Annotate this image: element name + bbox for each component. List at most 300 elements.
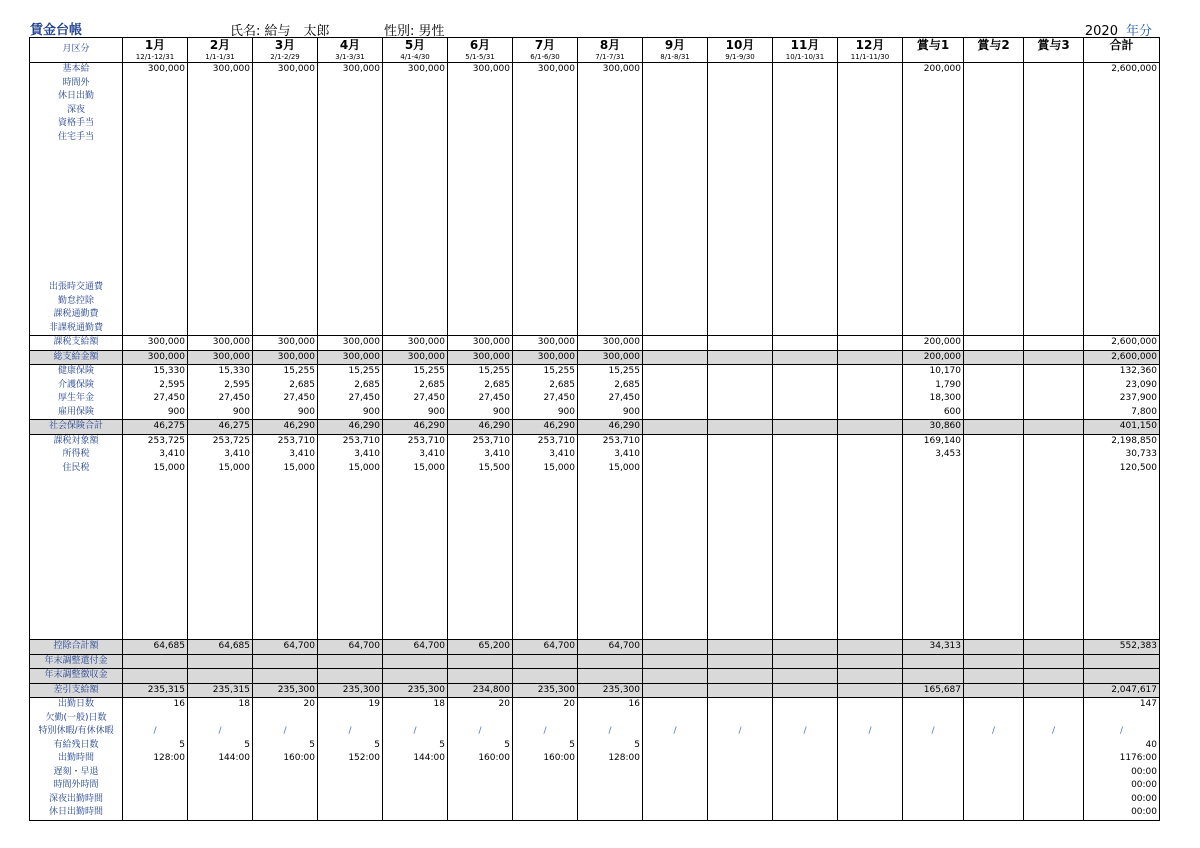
table-cell: 7,800 [1084, 406, 1160, 420]
table-cell: 253,710 [383, 434, 448, 448]
table-cell: 235,300 [578, 683, 643, 698]
table-cell [123, 131, 188, 145]
table-cell: 300,000 [123, 350, 188, 365]
table-cell: 253,710 [253, 434, 318, 448]
table-cell: 253,710 [578, 434, 643, 448]
table-cell [1024, 281, 1084, 295]
table-cell [188, 654, 253, 669]
table-cell: 10,170 [903, 365, 964, 379]
table-cell [253, 90, 318, 104]
table-cell [903, 462, 964, 476]
table-cell: 20 [253, 698, 318, 712]
table-cell: 16 [578, 698, 643, 712]
table-cell [773, 406, 838, 420]
table-cell [188, 308, 253, 322]
table-cell [1024, 117, 1084, 131]
table-row [30, 104, 1160, 118]
column-period: 6/1-6/30 [530, 53, 560, 61]
table-cell [964, 766, 1024, 780]
column-header [253, 38, 318, 63]
table-cell [964, 698, 1024, 712]
table-cell [383, 793, 448, 807]
table-cell [643, 752, 708, 766]
ledger-title: 賃金台帳 [30, 23, 83, 38]
table-cell [123, 295, 188, 309]
table-cell [318, 766, 383, 780]
table-cell: 900 [253, 406, 318, 420]
table-cell: 46,290 [253, 420, 318, 435]
table-row [30, 77, 1160, 91]
table-cell [318, 779, 383, 793]
column-period: 7/1-7/31 [595, 53, 625, 61]
table-cell [903, 806, 964, 820]
table-cell: 235,300 [318, 683, 383, 698]
table-cell: 900 [123, 406, 188, 420]
table-cell [1024, 406, 1084, 420]
table-cell [903, 712, 964, 726]
table-cell [1024, 654, 1084, 669]
table-row [30, 117, 1160, 131]
table-cell [448, 793, 513, 807]
table-cell [773, 90, 838, 104]
column-label: 1月 [144, 38, 166, 52]
table-cell: 300,000 [318, 350, 383, 365]
table-cell [708, 712, 773, 726]
table-cell [773, 295, 838, 309]
table-cell [188, 322, 253, 336]
header-row [30, 38, 1160, 63]
table-cell: 253,725 [188, 434, 253, 448]
table-cell [773, 669, 838, 684]
table-row [30, 281, 1160, 295]
table-cell: 16 [123, 698, 188, 712]
table-cell [838, 683, 903, 698]
table-cell: 300,000 [253, 63, 318, 77]
table-cell [964, 462, 1024, 476]
table-row [30, 336, 1160, 351]
table-row [30, 779, 1160, 793]
table-cell: 300,000 [513, 63, 578, 77]
table-cell: 234,800 [448, 683, 513, 698]
table-row [30, 63, 1160, 77]
table-cell [838, 462, 903, 476]
column-header [188, 38, 253, 63]
table-cell [1084, 295, 1160, 309]
table-cell [1024, 308, 1084, 322]
table-cell [643, 779, 708, 793]
table-cell [903, 322, 964, 336]
table-cell [123, 117, 188, 131]
table-cell [513, 117, 578, 131]
table-cell [448, 322, 513, 336]
table-cell [838, 739, 903, 753]
blank-cell [188, 144, 253, 281]
table-cell: 300,000 [383, 336, 448, 351]
table-cell [1024, 295, 1084, 309]
table-cell [643, 322, 708, 336]
table-cell: 34,313 [903, 640, 964, 655]
table-cell: 18 [188, 698, 253, 712]
table-cell [903, 739, 964, 753]
table-cell [188, 793, 253, 807]
table-cell [188, 295, 253, 309]
table-cell: 300,000 [123, 63, 188, 77]
table-cell: / [964, 725, 1024, 739]
table-cell [513, 793, 578, 807]
table-cell [318, 77, 383, 91]
table-cell: 46,290 [578, 420, 643, 435]
table-cell [708, 752, 773, 766]
table-cell [838, 131, 903, 145]
table-cell: 27,450 [188, 392, 253, 406]
table-cell [1024, 322, 1084, 336]
table-cell: 3,410 [318, 448, 383, 462]
blank-rows [30, 144, 1160, 281]
table-cell [123, 806, 188, 820]
table-cell [318, 806, 383, 820]
column-label: 10月 [725, 38, 755, 52]
table-cell [838, 434, 903, 448]
column-header [513, 38, 578, 63]
table-cell [318, 117, 383, 131]
table-cell [1024, 336, 1084, 351]
table-cell [513, 308, 578, 322]
table-cell [964, 434, 1024, 448]
table-cell [838, 379, 903, 393]
table-cell: 253,725 [123, 434, 188, 448]
table-cell [123, 669, 188, 684]
row-label: 有給残日数 [30, 739, 123, 753]
table-cell [708, 392, 773, 406]
table-cell [448, 766, 513, 780]
table-cell: 128:00 [123, 752, 188, 766]
row-label: 出張時交通費 [30, 281, 123, 295]
table-cell [253, 712, 318, 726]
table-cell: 300,000 [578, 350, 643, 365]
column-header [773, 38, 838, 63]
table-cell [838, 420, 903, 435]
column-period: 1/1-1/31 [205, 53, 235, 61]
table-cell: 46,275 [123, 420, 188, 435]
table-cell: 00:00 [1084, 766, 1160, 780]
table-cell: 900 [318, 406, 383, 420]
table-cell: 64,685 [123, 640, 188, 655]
column-period: 12/1-12/31 [135, 53, 175, 61]
blank-cell [578, 475, 643, 640]
table-row [30, 406, 1160, 420]
table-cell [643, 712, 708, 726]
row-label: 特別休暇/有休休暇 [30, 725, 123, 739]
table-cell [643, 654, 708, 669]
table-cell [448, 77, 513, 91]
table-cell [643, 683, 708, 698]
blank-cell [708, 475, 773, 640]
table-cell [513, 295, 578, 309]
table-cell: 27,450 [578, 392, 643, 406]
table-cell: 5 [383, 739, 448, 753]
column-header [318, 38, 383, 63]
table-cell [253, 669, 318, 684]
table-cell: 300,000 [578, 63, 643, 77]
table-cell [708, 448, 773, 462]
blank-cell [1084, 144, 1160, 281]
table-cell [964, 63, 1024, 77]
column-header [643, 38, 708, 63]
table-cell [773, 322, 838, 336]
table-cell: 2,600,000 [1084, 63, 1160, 77]
row-label: 資格手当 [30, 117, 123, 131]
table-cell: / [383, 725, 448, 739]
blank-cell [253, 475, 318, 640]
table-cell [773, 77, 838, 91]
table-cell [1024, 420, 1084, 435]
blank-cell [448, 475, 513, 640]
table-cell [838, 308, 903, 322]
table-cell: 144:00 [383, 752, 448, 766]
table-cell: 235,315 [123, 683, 188, 698]
table-cell [643, 365, 708, 379]
table-cell [318, 295, 383, 309]
table-cell: 2,685 [513, 379, 578, 393]
table-cell [838, 90, 903, 104]
table-cell: / [903, 725, 964, 739]
table-row [30, 420, 1160, 435]
blank-cell [964, 475, 1024, 640]
table-cell [578, 281, 643, 295]
table-cell [643, 350, 708, 365]
blank-cell [1024, 144, 1084, 281]
table-cell [773, 766, 838, 780]
table-row [30, 806, 1160, 820]
column-label: 合計 [1109, 38, 1134, 52]
row-label: 年末調整徴収金 [30, 669, 123, 684]
table-cell [1084, 712, 1160, 726]
table-cell [448, 308, 513, 322]
table-cell: 46,290 [383, 420, 448, 435]
table-cell: 900 [448, 406, 513, 420]
table-cell [123, 793, 188, 807]
table-cell [773, 448, 838, 462]
table-cell [578, 295, 643, 309]
table-cell: 900 [383, 406, 448, 420]
table-cell [253, 77, 318, 91]
table-cell [448, 295, 513, 309]
table-cell [838, 336, 903, 351]
blank-cell [123, 475, 188, 640]
table-cell [383, 806, 448, 820]
table-cell [903, 295, 964, 309]
table-cell [773, 420, 838, 435]
table-cell [448, 104, 513, 118]
column-period: 3/1-3/31 [335, 53, 365, 61]
table-cell [1084, 281, 1160, 295]
table-cell [903, 77, 964, 91]
table-cell: 200,000 [903, 336, 964, 351]
table-cell [513, 712, 578, 726]
blank-cell [30, 144, 123, 281]
column-label: 3月 [274, 38, 296, 52]
row-label: 厚生年金 [30, 392, 123, 406]
table-cell [643, 448, 708, 462]
table-cell [964, 350, 1024, 365]
table-cell [708, 350, 773, 365]
table-cell: 900 [513, 406, 578, 420]
table-cell: 300,000 [448, 336, 513, 351]
table-cell [773, 434, 838, 448]
table-cell [838, 63, 903, 77]
table-cell [838, 698, 903, 712]
table-cell [188, 131, 253, 145]
table-cell [448, 669, 513, 684]
table-cell [773, 350, 838, 365]
table-cell: 165,687 [903, 683, 964, 698]
table-row [30, 434, 1160, 448]
table-cell [578, 117, 643, 131]
table-cell [903, 117, 964, 131]
table-cell [773, 793, 838, 807]
table-cell [708, 683, 773, 698]
column-label: 8月 [599, 38, 621, 52]
table-cell [513, 77, 578, 91]
table-cell: 5 [318, 739, 383, 753]
table-cell [383, 712, 448, 726]
table-cell [253, 281, 318, 295]
table-cell: 300,000 [318, 63, 383, 77]
table-cell: 15,000 [513, 462, 578, 476]
table-cell: 600 [903, 406, 964, 420]
table-cell [578, 90, 643, 104]
table-cell [1024, 104, 1084, 118]
table-cell [708, 654, 773, 669]
table-cell [773, 752, 838, 766]
table-cell [1024, 779, 1084, 793]
row-label: 課税対象額 [30, 434, 123, 448]
table-cell: 5 [188, 739, 253, 753]
blank-cell [643, 475, 708, 640]
table-cell [123, 104, 188, 118]
blank-cell [1024, 475, 1084, 640]
blank-cell [318, 144, 383, 281]
table-cell [708, 336, 773, 351]
table-cell: 2,595 [188, 379, 253, 393]
table-cell: 18,300 [903, 392, 964, 406]
table-cell [708, 640, 773, 655]
table-cell: 1176:00 [1084, 752, 1160, 766]
table-cell [838, 281, 903, 295]
column-period: 4/1-4/30 [400, 53, 430, 61]
table-cell [773, 392, 838, 406]
table-cell [318, 712, 383, 726]
table-cell: 23,090 [1084, 379, 1160, 393]
table-cell: / [188, 725, 253, 739]
table-cell [318, 654, 383, 669]
table-row [30, 739, 1160, 753]
table-cell [643, 295, 708, 309]
column-header [448, 38, 513, 63]
table-cell [1024, 683, 1084, 698]
table-cell [383, 766, 448, 780]
table-cell [383, 654, 448, 669]
table-cell [964, 806, 1024, 820]
table-cell: 300,000 [123, 336, 188, 351]
column-period: 8/1-8/31 [660, 53, 690, 61]
table-cell [708, 281, 773, 295]
table-cell [1024, 793, 1084, 807]
table-cell: 5 [123, 739, 188, 753]
table-cell [448, 712, 513, 726]
table-cell [578, 806, 643, 820]
table-cell [188, 117, 253, 131]
table-row [30, 640, 1160, 655]
table-cell [643, 379, 708, 393]
table-cell [318, 90, 383, 104]
table-cell: 2,600,000 [1084, 350, 1160, 365]
table-row [30, 654, 1160, 669]
table-cell [838, 806, 903, 820]
table-cell [1024, 669, 1084, 684]
table-cell [1024, 640, 1084, 655]
table-cell [838, 392, 903, 406]
table-cell: 19 [318, 698, 383, 712]
table-cell [773, 281, 838, 295]
table-cell [643, 77, 708, 91]
table-cell [578, 131, 643, 145]
table-cell [964, 336, 1024, 351]
column-header [383, 38, 448, 63]
row-label: 非課税通勤費 [30, 322, 123, 336]
table-cell [903, 698, 964, 712]
table-cell [1024, 90, 1084, 104]
table-cell [1024, 712, 1084, 726]
table-cell [708, 131, 773, 145]
table-cell: 5 [253, 739, 318, 753]
table-cell [964, 365, 1024, 379]
table-cell: 15,330 [123, 365, 188, 379]
column-period: 5/1-5/31 [465, 53, 495, 61]
table-cell [773, 698, 838, 712]
table-cell: 132,360 [1084, 365, 1160, 379]
table-cell [773, 654, 838, 669]
table-cell [383, 90, 448, 104]
column-label: 9月 [664, 38, 686, 52]
table-cell: 144:00 [188, 752, 253, 766]
table-cell: / [448, 725, 513, 739]
employee-name: 氏名: 給与 太郎 [230, 24, 330, 39]
table-cell [964, 779, 1024, 793]
table-cell [773, 308, 838, 322]
table-cell [708, 766, 773, 780]
table-cell: 160:00 [448, 752, 513, 766]
blank-cell [188, 475, 253, 640]
table-cell [123, 712, 188, 726]
table-cell: 2,198,850 [1084, 434, 1160, 448]
table-cell: 27,450 [513, 392, 578, 406]
table-cell [964, 379, 1024, 393]
table-row [30, 90, 1160, 104]
table-cell [123, 322, 188, 336]
column-period: 2/1-2/29 [270, 53, 300, 61]
table-row [30, 725, 1160, 739]
table-cell [188, 779, 253, 793]
table-cell [513, 669, 578, 684]
table-cell [448, 117, 513, 131]
column-header [838, 38, 903, 63]
table-cell: 20 [448, 698, 513, 712]
table-cell [1024, 739, 1084, 753]
table-cell [964, 793, 1024, 807]
column-label: 11月 [790, 38, 820, 52]
row-label: 雇用保険 [30, 406, 123, 420]
